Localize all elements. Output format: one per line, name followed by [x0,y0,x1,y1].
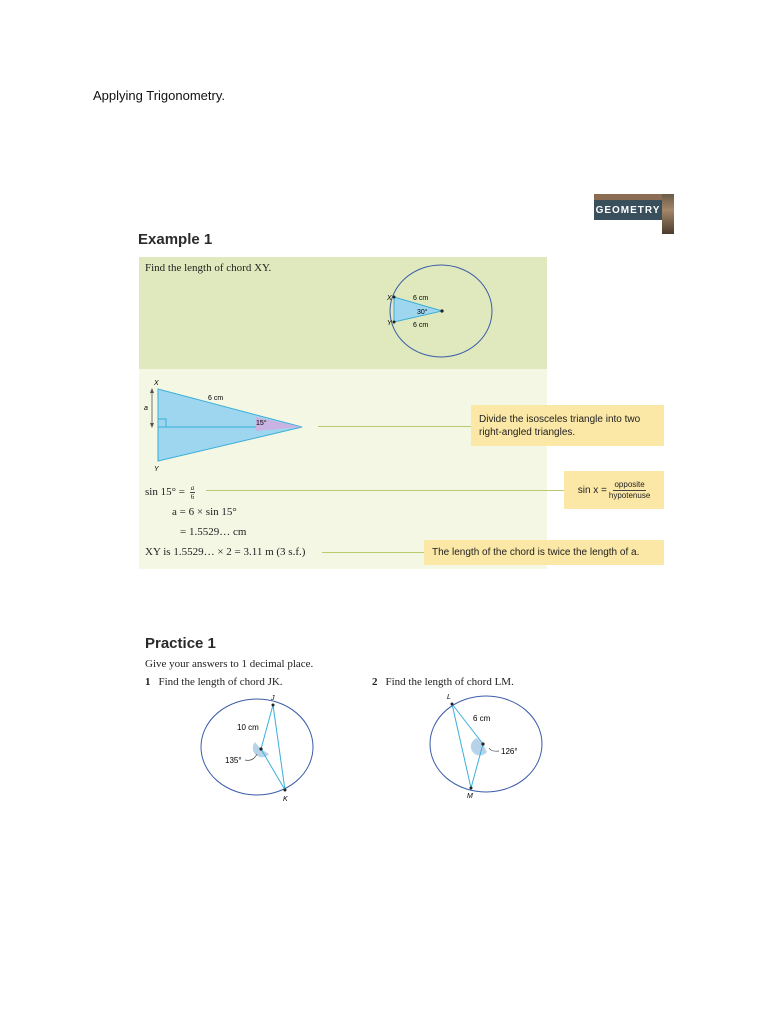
angle-label: 126° [501,747,518,756]
question-text: Find the length of chord XY. [145,262,272,274]
centre-point [259,747,262,750]
label-j: J [271,695,275,702]
point-k [284,789,287,792]
circle [430,696,542,792]
tri-label-x: X [154,380,159,387]
equation-line-2: a = 6 × sin 15° [172,506,237,518]
note-chord-length: The length of the chord is twice the length of a. [424,540,664,565]
point-y [393,321,396,324]
angle-label: 135° [225,756,242,765]
chord-jk [273,705,285,790]
badge-photo [662,194,674,234]
chord-figure [385,262,495,362]
radius-label: 10 cm [237,723,259,732]
angle-sector [471,738,487,756]
point-j [272,704,275,707]
leader-line-2 [206,490,564,491]
label-l: L [447,694,451,701]
centre-point [481,742,484,745]
angle-pointer [489,748,499,751]
angle-label: 30° [417,309,428,316]
point-m [470,787,473,790]
radius-bottom-label: 6 cm [413,322,429,329]
tri-label-a: a [144,405,148,412]
note-sin-definition: sin x = $\frac{\text{opposite}}{\text{hypotenuse}}$ [564,471,664,509]
tri-label-y: Y [154,466,159,473]
example-title: Example 1 [138,231,213,248]
point-x [393,296,396,299]
equation-line-3: = 1.5529… cm [180,526,247,538]
a-arrow-head-bottom [150,423,154,428]
label-m: M [467,793,473,800]
radius-label: 6 cm [473,714,491,723]
tri-label-hyp: 6 cm [208,395,224,402]
leader-line-3 [322,552,424,553]
angle-pointer [245,754,257,760]
label-k: K [283,796,288,803]
radius-ok [261,749,285,790]
practice-title: Practice 1 [145,635,216,652]
label-x: X [387,295,392,302]
equation-line-1 [145,484,195,501]
radius-oj [261,705,273,749]
fraction-a-over-6: $\frac{a}{6}$ [190,484,195,501]
practice-question-1: 1 Find the length of chord JK. [145,676,283,688]
geometry-badge: GEOMETRY [594,200,662,220]
tri-label-angle: 15° [256,420,267,427]
equation-line-4: XY is 1.5529… × 2 = 3.11 m (3 s.f.) [145,546,306,558]
equation-sin: sin 15° = [145,486,185,499]
centre-point [440,309,443,312]
leader-line-1 [318,426,471,427]
practice-figure-1 [195,690,325,810]
practice-figure-2 [423,690,553,810]
practice-instruction: Give your answers to 1 decimal place. [145,658,314,670]
practice-question-2: 2 Find the length of chord LM. [372,676,514,688]
page-heading: Applying Trigonometry. [93,88,225,103]
radius-top-label: 6 cm [413,295,429,302]
right-triangle-figure [140,375,310,475]
a-arrow-head-top [150,388,154,393]
note-divide-triangle: Divide the isosceles triangle into two right-angled triangles. [471,405,664,446]
label-y: Y [387,320,392,327]
point-l [451,703,454,706]
